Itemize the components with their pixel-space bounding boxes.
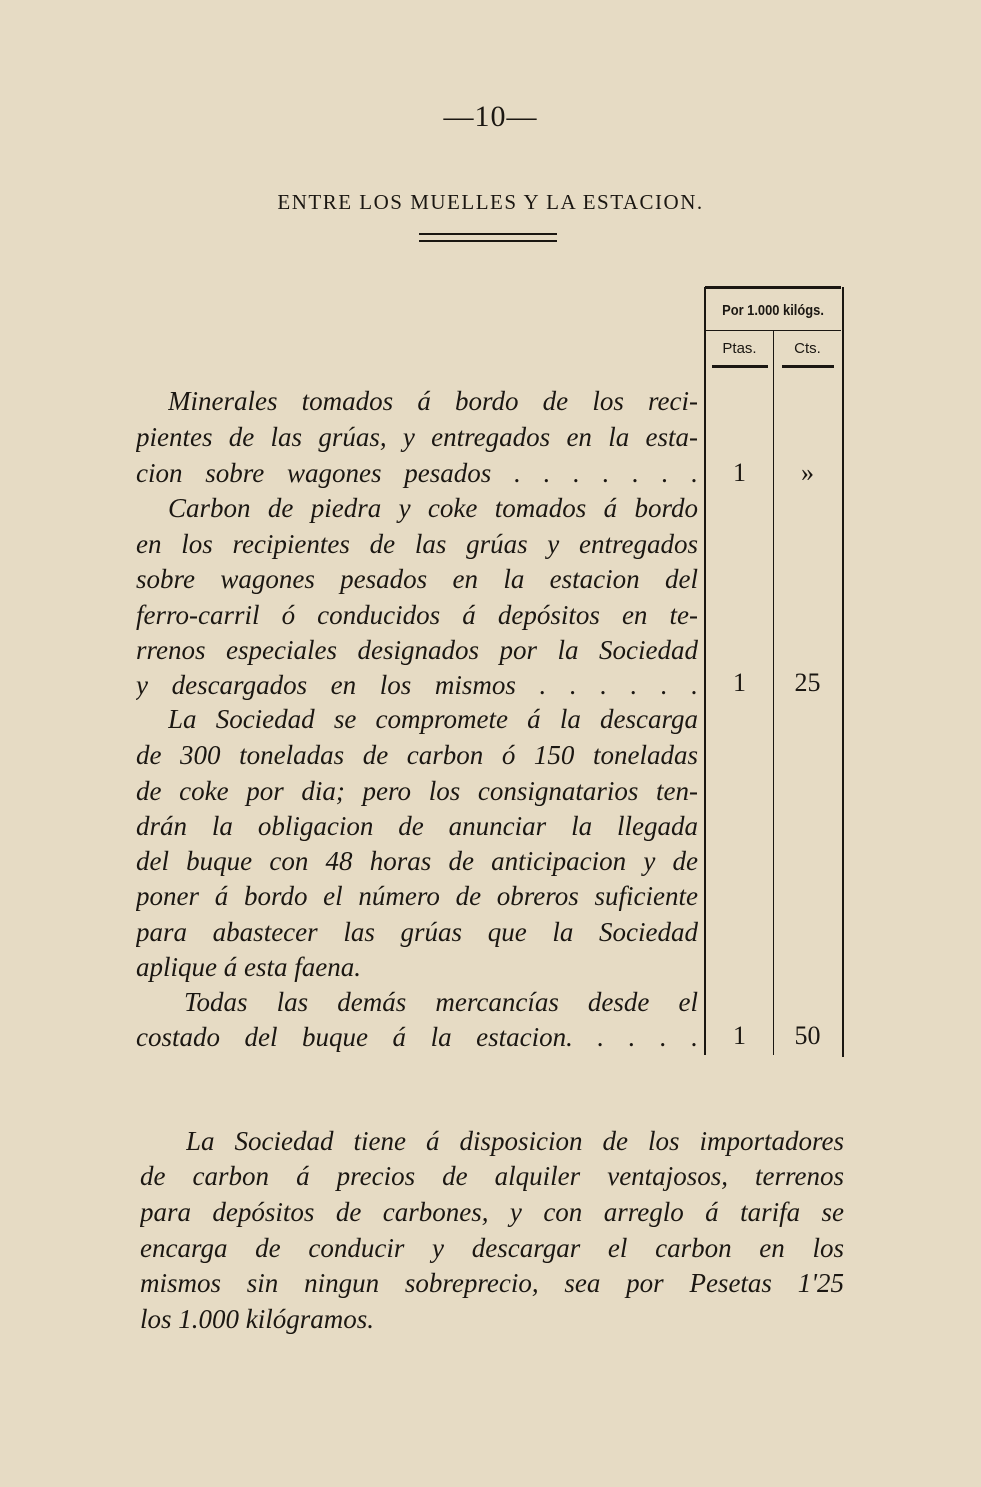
section-title: ENTRE LOS MUELLES Y LA ESTACION. xyxy=(277,190,704,214)
table-right-border xyxy=(842,287,844,1057)
description-line: Minerales tomados á bordo de los reci- xyxy=(168,386,698,416)
description-line: pientes de las grúas, y entregados en la esta- xyxy=(136,422,698,452)
cts-header-underline xyxy=(782,365,834,368)
description-line: de coke por dia; pero los consignatarios ten- xyxy=(136,776,698,806)
description-line: de 300 toneladas de carbon ó 150 toneladas xyxy=(136,740,698,770)
closing-paragraph-line: encarga de conducir y descargar el carbon en los xyxy=(140,1233,844,1263)
table-top-rule xyxy=(705,286,841,289)
closing-paragraph-line: los 1.000 kilógramos. xyxy=(140,1304,375,1334)
description-line: drán la obligacion de anunciar la llegada xyxy=(136,811,698,841)
description-line: del buque con 48 horas de anticipacion y de xyxy=(136,846,698,876)
amount-cts: 25 xyxy=(794,668,821,697)
cts-header: Cts. xyxy=(794,340,821,357)
page-number: —10— xyxy=(443,100,538,133)
title-double-rule xyxy=(419,233,557,242)
description-line: costado del buque á la estacion. . . . . xyxy=(136,1022,698,1052)
closing-paragraph-line: La Sociedad tiene á disposicion de los importadores xyxy=(186,1126,844,1156)
amount-ptas: 1 xyxy=(733,1021,746,1050)
description-line: sobre wagones pesados en la estacion del xyxy=(136,564,698,594)
closing-paragraph-line: mismos sin ningun sobreprecio, sea por Pesetas 1'25 xyxy=(140,1268,844,1298)
amount-ptas: 1 xyxy=(733,668,746,697)
description-line: ferro-carril ó conducidos á depósitos en te- xyxy=(136,600,698,630)
unit-header: Por 1.000 kilógs. xyxy=(722,302,824,319)
description-line: poner á bordo el número de obreros suficiente xyxy=(136,881,698,911)
description-line: Carbon de piedra y coke tomados á bordo xyxy=(168,493,698,523)
description-line: La Sociedad se compromete á la descarga xyxy=(168,704,698,734)
closing-paragraph-line: de carbon á precios de alquiler ventajosos, terrenos xyxy=(140,1161,844,1191)
description-line: aplique á esta faena. xyxy=(136,952,361,982)
description-line: cion sobre wagones pesados . . . . . . . xyxy=(136,458,698,488)
description-line: y descargados en los mismos . . . . . . xyxy=(136,670,698,700)
ptas-header: Ptas. xyxy=(722,340,757,357)
amount-cts: » xyxy=(801,458,814,487)
amount-cts: 50 xyxy=(794,1021,821,1050)
description-line: Todas las demás mercancías desde el xyxy=(184,987,698,1017)
closing-paragraph-line: para depósitos de carbones, y con arreglo á tarifa se xyxy=(140,1197,844,1227)
description-line: rrenos especiales designados por la Sociedad xyxy=(136,635,698,665)
description-line: en los recipientes de las grúas y entregados xyxy=(136,529,698,559)
description-line: para abastecer las grúas que la Sociedad xyxy=(136,917,698,947)
amount-ptas: 1 xyxy=(733,458,746,487)
ptas-header-underline xyxy=(712,365,768,368)
